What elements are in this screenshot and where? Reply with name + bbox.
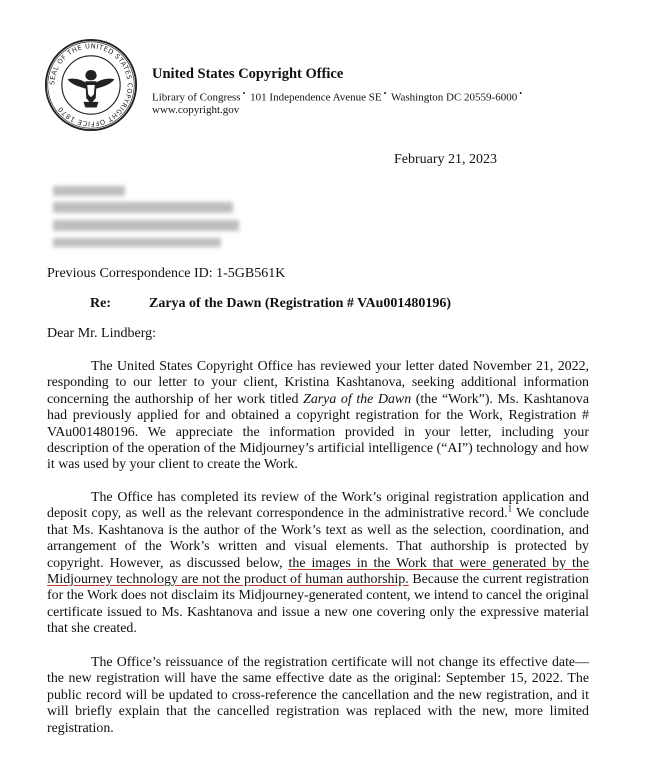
subject-title: Zarya of the Dawn <box>149 296 262 311</box>
letter-date: February 21, 2023 <box>394 152 498 167</box>
previous-correspondence-id: Previous Correspondence ID: 1-5GB561K <box>47 266 286 281</box>
subject-registration: (Registration # VAu001480196) <box>264 296 452 311</box>
office-address: Library of Congress • 101 Independence Avenue SE • Washington DC 20559-6000 • <box>152 89 523 104</box>
salutation: Dear Mr. Lindberg: <box>47 326 156 341</box>
address-line-1: Library of Congress <box>152 91 241 104</box>
subject-label: Re: <box>90 296 111 311</box>
office-name: United States Copyright Office <box>152 66 344 82</box>
footnote-marker: 1 <box>507 503 513 514</box>
address-line-3: Washington DC 20559-6000 <box>390 91 518 104</box>
address-line-2: 101 Independence Avenue SE <box>250 91 382 104</box>
seal-text: SEAL OF THE UNITED STATES COPYRIGHT OFFICE 1870 <box>48 42 134 128</box>
copyright-office-seal <box>44 38 138 132</box>
office-website: www.copyright.gov <box>152 104 240 116</box>
paragraph-1: The United States Copyright Office has reviewed your letter dated November 21, 2022, responding to our letter to your client, Kristina Kashtanova, seeking additional information concerning the authorship of her work titled Zarya of the Dawn (the “Work”). Ms. Kashtanova had previously applied for and obtained a copyright registration for the Work, Registration # VAu001480196. We appreciate the information provided in your letter, including your description of the operation of the Midjourney’s artificial intelligence (“AI”) technology and how it was used by your client to create the Work. <box>47 359 589 473</box>
paragraph-2: The Office has completed its review of the Work’s original registration application and deposit copy, as well as the relevant correspondence in the administrative record.$^1$ We conclude that Ms. Kashtanova is the author of the Work’s text as well as the selection, coordination, and arrangement of the Work’s written and visual elements. That authorship is protected by copyright. However, as discussed below, the images in the Work that were generated by the Midjourney technology are not the product of human authorship. Because the current registration for the Work does not disclaim its Midjourney-generated content, we intend to cancel the original certificate issued to Ms. Kashtanova and issue a new one covering only the expressive material that she created. <box>47 490 589 637</box>
paragraph-3: The Office’s reissuance of the registration certificate will not change its effective date—the new registration will have the same effective date as the original: September 15, 2022. The public record will be updated to cross-reference the cancellation and the new registration, and it will briefly explain that the cancelled registration was replaced with the new, more limited registration. <box>47 655 589 736</box>
subject-line <box>149 296 451 312</box>
highlighted-conclusion: the images in the Work that were generated by the Midjourney technology are not the product of human authorship. <box>47 555 589 588</box>
